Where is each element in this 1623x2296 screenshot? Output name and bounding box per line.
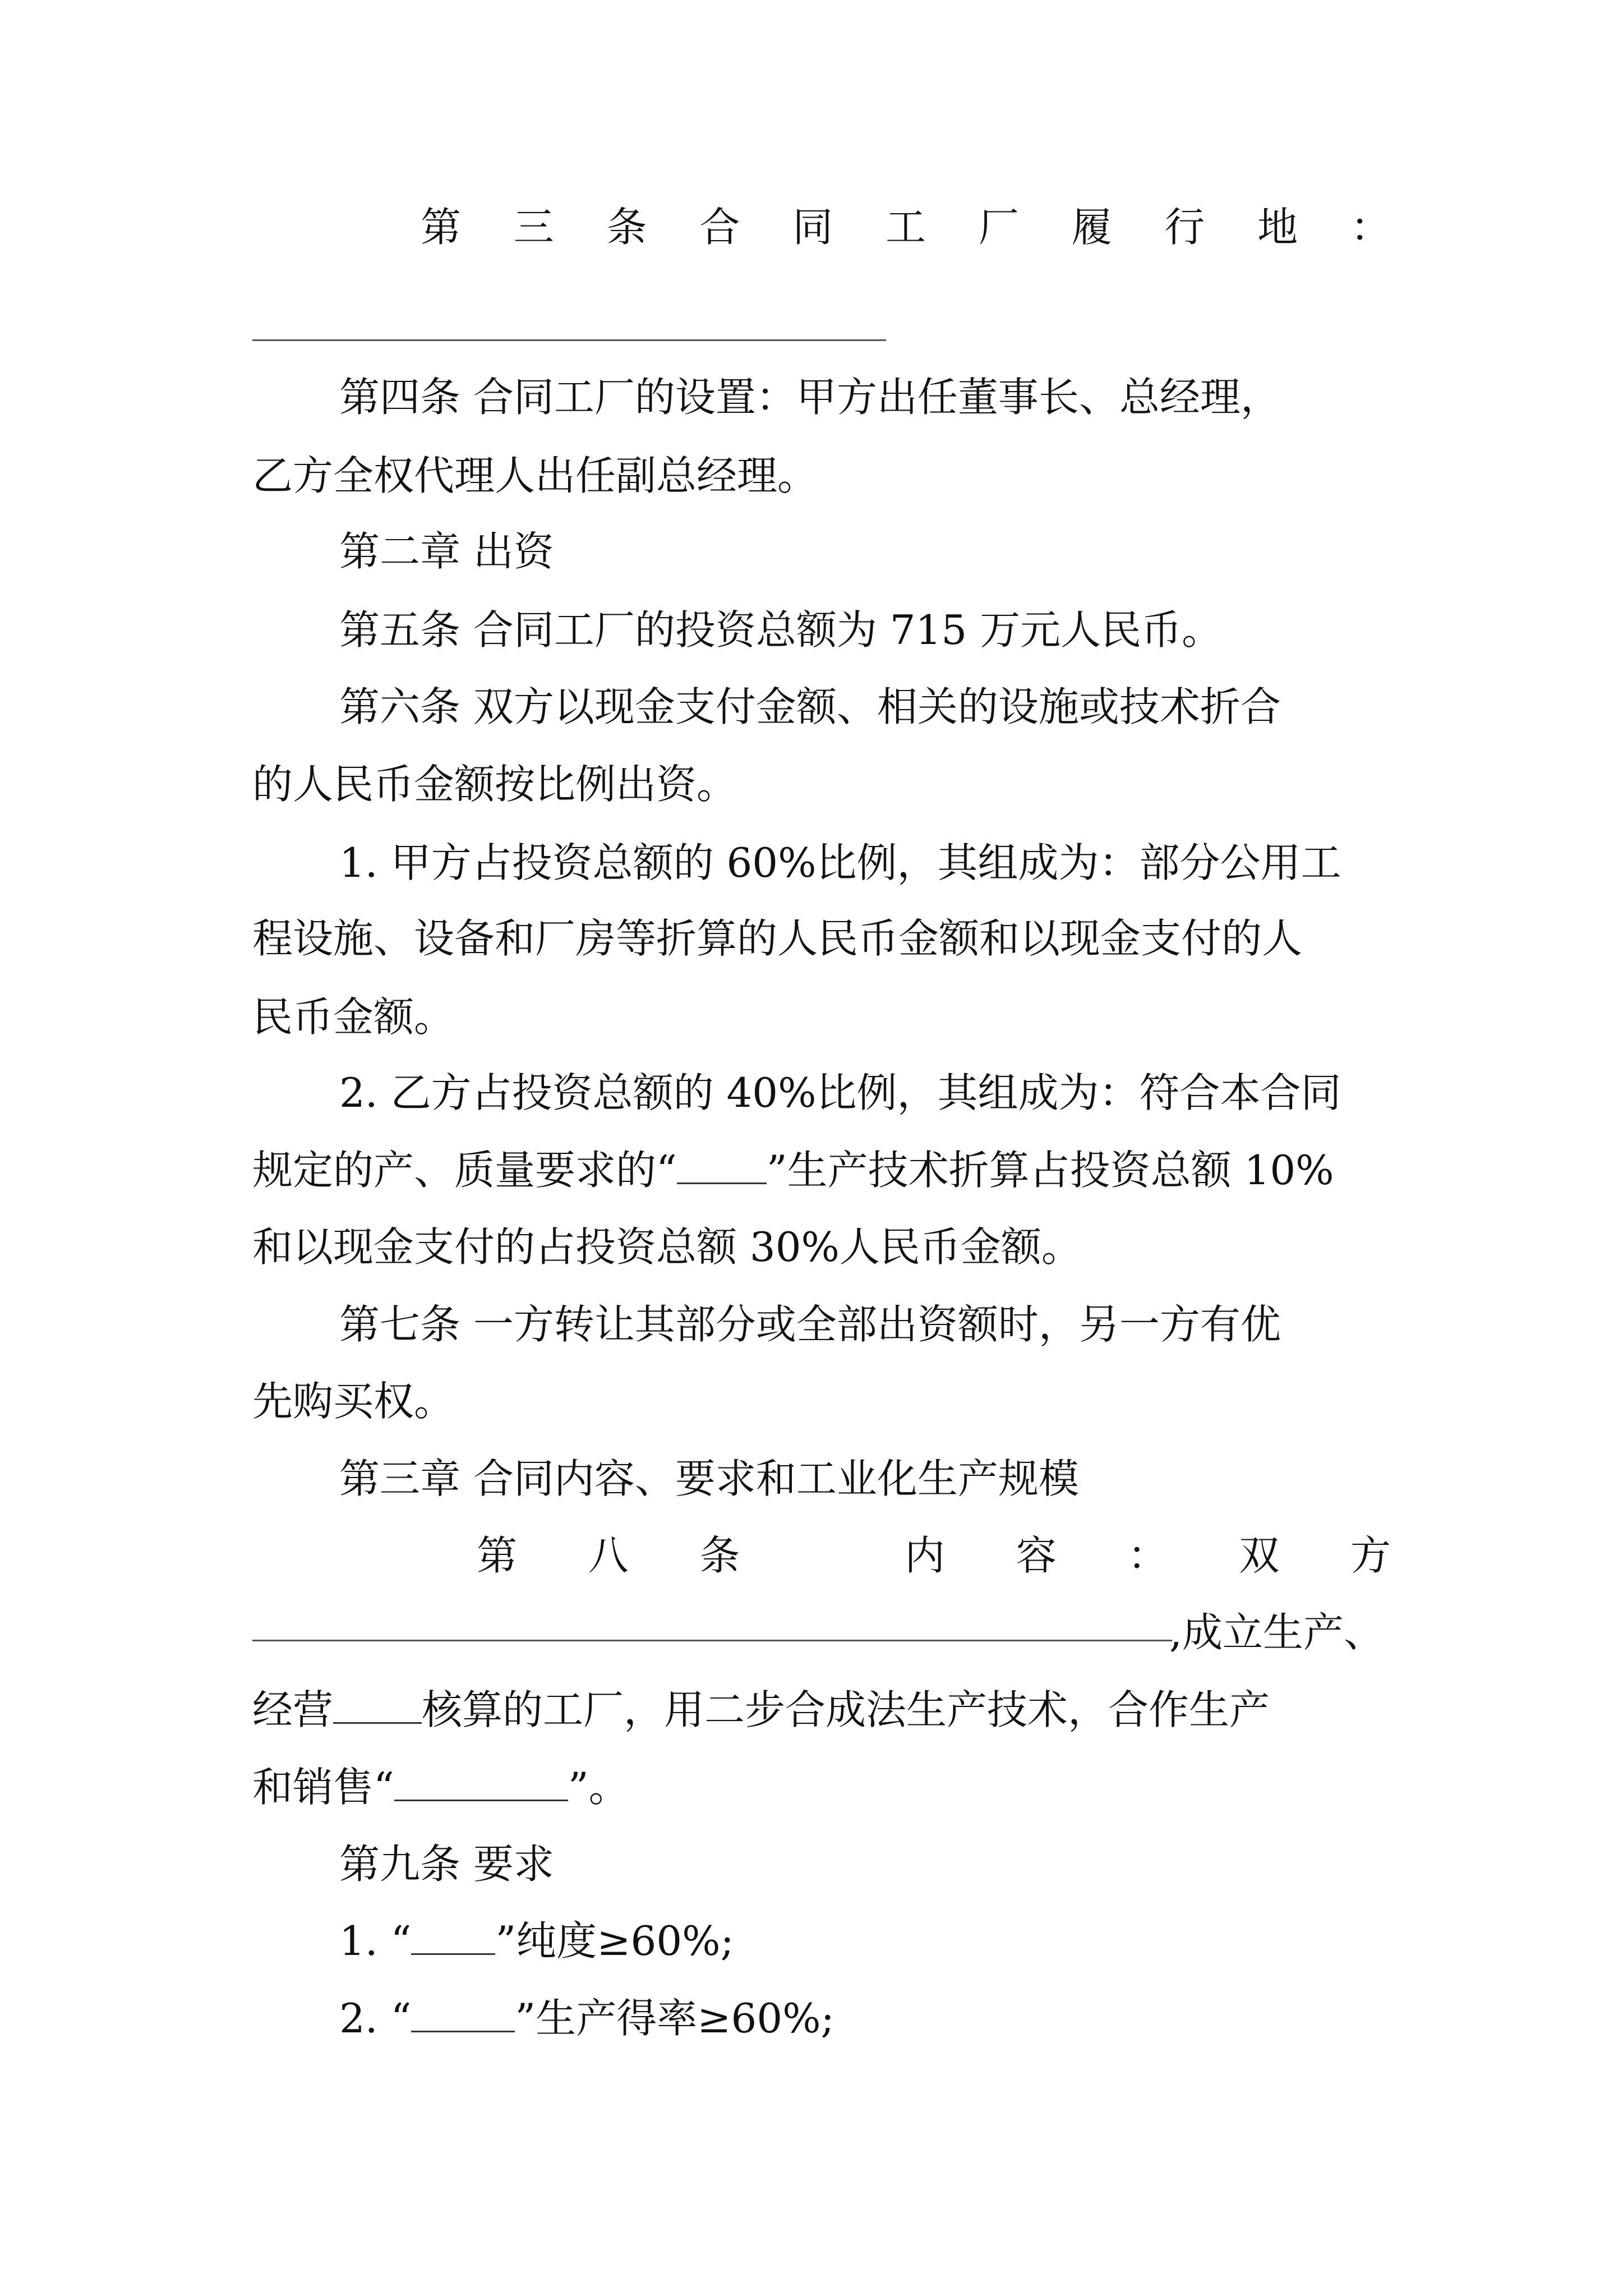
- article-3-char: 三: [513, 204, 554, 251]
- article-8-line-4-suffix: ”。: [568, 1764, 629, 1811]
- article-6-line-1: 第六条 双方以现金支付金额、相关的设施或技术折合: [339, 683, 1281, 730]
- article-7-line-2: 先购买权。: [252, 1378, 455, 1425]
- article-3-heading: [421, 200, 1391, 254]
- article-8-heading: [477, 1529, 1391, 1582]
- chapter-3-heading: 第三章 合同内容、要求和工业化生产规模: [339, 1455, 1079, 1502]
- article-8-char: 方: [1350, 1532, 1391, 1579]
- item-2-line-1: 2. 乙方占投资总额的 40%比例，其组成为：符合本合同: [339, 1069, 1341, 1116]
- requirement-2-suffix: ”生产得率≥60%;: [515, 1995, 834, 2042]
- article-8-char: ：: [1127, 1532, 1168, 1579]
- article-8-char: 八: [588, 1532, 629, 1579]
- article-9-heading: 第九条 要求: [339, 1841, 554, 1888]
- article-8-char: 条: [699, 1532, 740, 1579]
- accounting-type-blank: [333, 1690, 422, 1724]
- requirement-1: [339, 1914, 1391, 1968]
- requirement-1-suffix: ”纯度≥60%;: [495, 1917, 734, 1964]
- requirement-1-prefix: 1. “: [339, 1917, 412, 1964]
- item-2-line-2: [252, 1143, 1391, 1197]
- article-3-char: 履: [1071, 204, 1112, 251]
- article-3-char: 条: [606, 204, 647, 251]
- article-8-line-4: [252, 1760, 1391, 1814]
- article-4-line-2: 乙方全权代理人出任副总经理。: [252, 452, 818, 499]
- article-3-char: 同: [792, 204, 833, 251]
- yield-product-blank: [411, 1998, 515, 2032]
- article-8-char: 第: [477, 1532, 518, 1579]
- article-3-char: 厂: [978, 204, 1019, 251]
- article-8-line-3-suffix: 核算的工厂，用二步合成法生产技术，合作生产: [422, 1686, 1270, 1733]
- product-name-blank: [677, 1150, 767, 1184]
- article-8-fill-blank: [252, 1640, 1172, 1641]
- article-6-line-2: 的人民币金额按比例出资。: [252, 761, 737, 808]
- article-8-line-3: [252, 1683, 1391, 1737]
- article-8-char: 容: [1016, 1532, 1057, 1579]
- item-2-line-3: 和以现金支付的占投资总额 30%人民币金额。: [252, 1223, 1082, 1271]
- purity-product-blank: [411, 1921, 495, 1955]
- product-blank: [394, 1767, 568, 1801]
- article-8-line-4-prefix: 和销售“: [252, 1764, 394, 1811]
- article-8-line-2: ,成立生产、: [1169, 1609, 1384, 1656]
- article-8-char: 双: [1239, 1532, 1280, 1579]
- item-1-line-1: 1. 甲方占投资总额的 60%比例，其组成为：部分公用工: [339, 839, 1341, 886]
- article-3-char: 行: [1164, 204, 1205, 251]
- chapter-2-heading: 第二章 出资: [339, 528, 554, 575]
- article-3-char: ：: [1350, 204, 1391, 251]
- article-7-line-1: 第七条 一方转让其部分或全部出资额时，另一方有优: [339, 1301, 1281, 1348]
- item-2-line-2-prefix: 规定的产、质量要求的“: [252, 1147, 677, 1194]
- article-3-char: 合: [699, 204, 740, 251]
- article-8-char: 内: [904, 1532, 945, 1579]
- article-3-fill-blank: [252, 339, 886, 341]
- article-5-line: 第五条 合同工厂的投资总额为 715 万元人民币。: [339, 606, 1223, 654]
- item-2-line-2-suffix: ”生产技术折算占投资总额 10%: [766, 1147, 1334, 1194]
- article-4-line-1: 第四条 合同工厂的设置：甲方出任董事长、总经理，: [339, 374, 1281, 421]
- requirement-2: [339, 1991, 1391, 2045]
- item-1-line-2: 程设施、设备和厂房等折算的人民币金额和以现金支付的人: [252, 915, 1303, 962]
- item-1-line-3: 民币金额。: [252, 993, 455, 1041]
- article-3-char: 地: [1257, 204, 1298, 251]
- article-3-char: 第: [421, 204, 462, 251]
- article-8-line-3-prefix: 经营: [252, 1686, 334, 1733]
- article-3-char: 工: [885, 204, 926, 251]
- requirement-2-prefix: 2. “: [339, 1995, 412, 2042]
